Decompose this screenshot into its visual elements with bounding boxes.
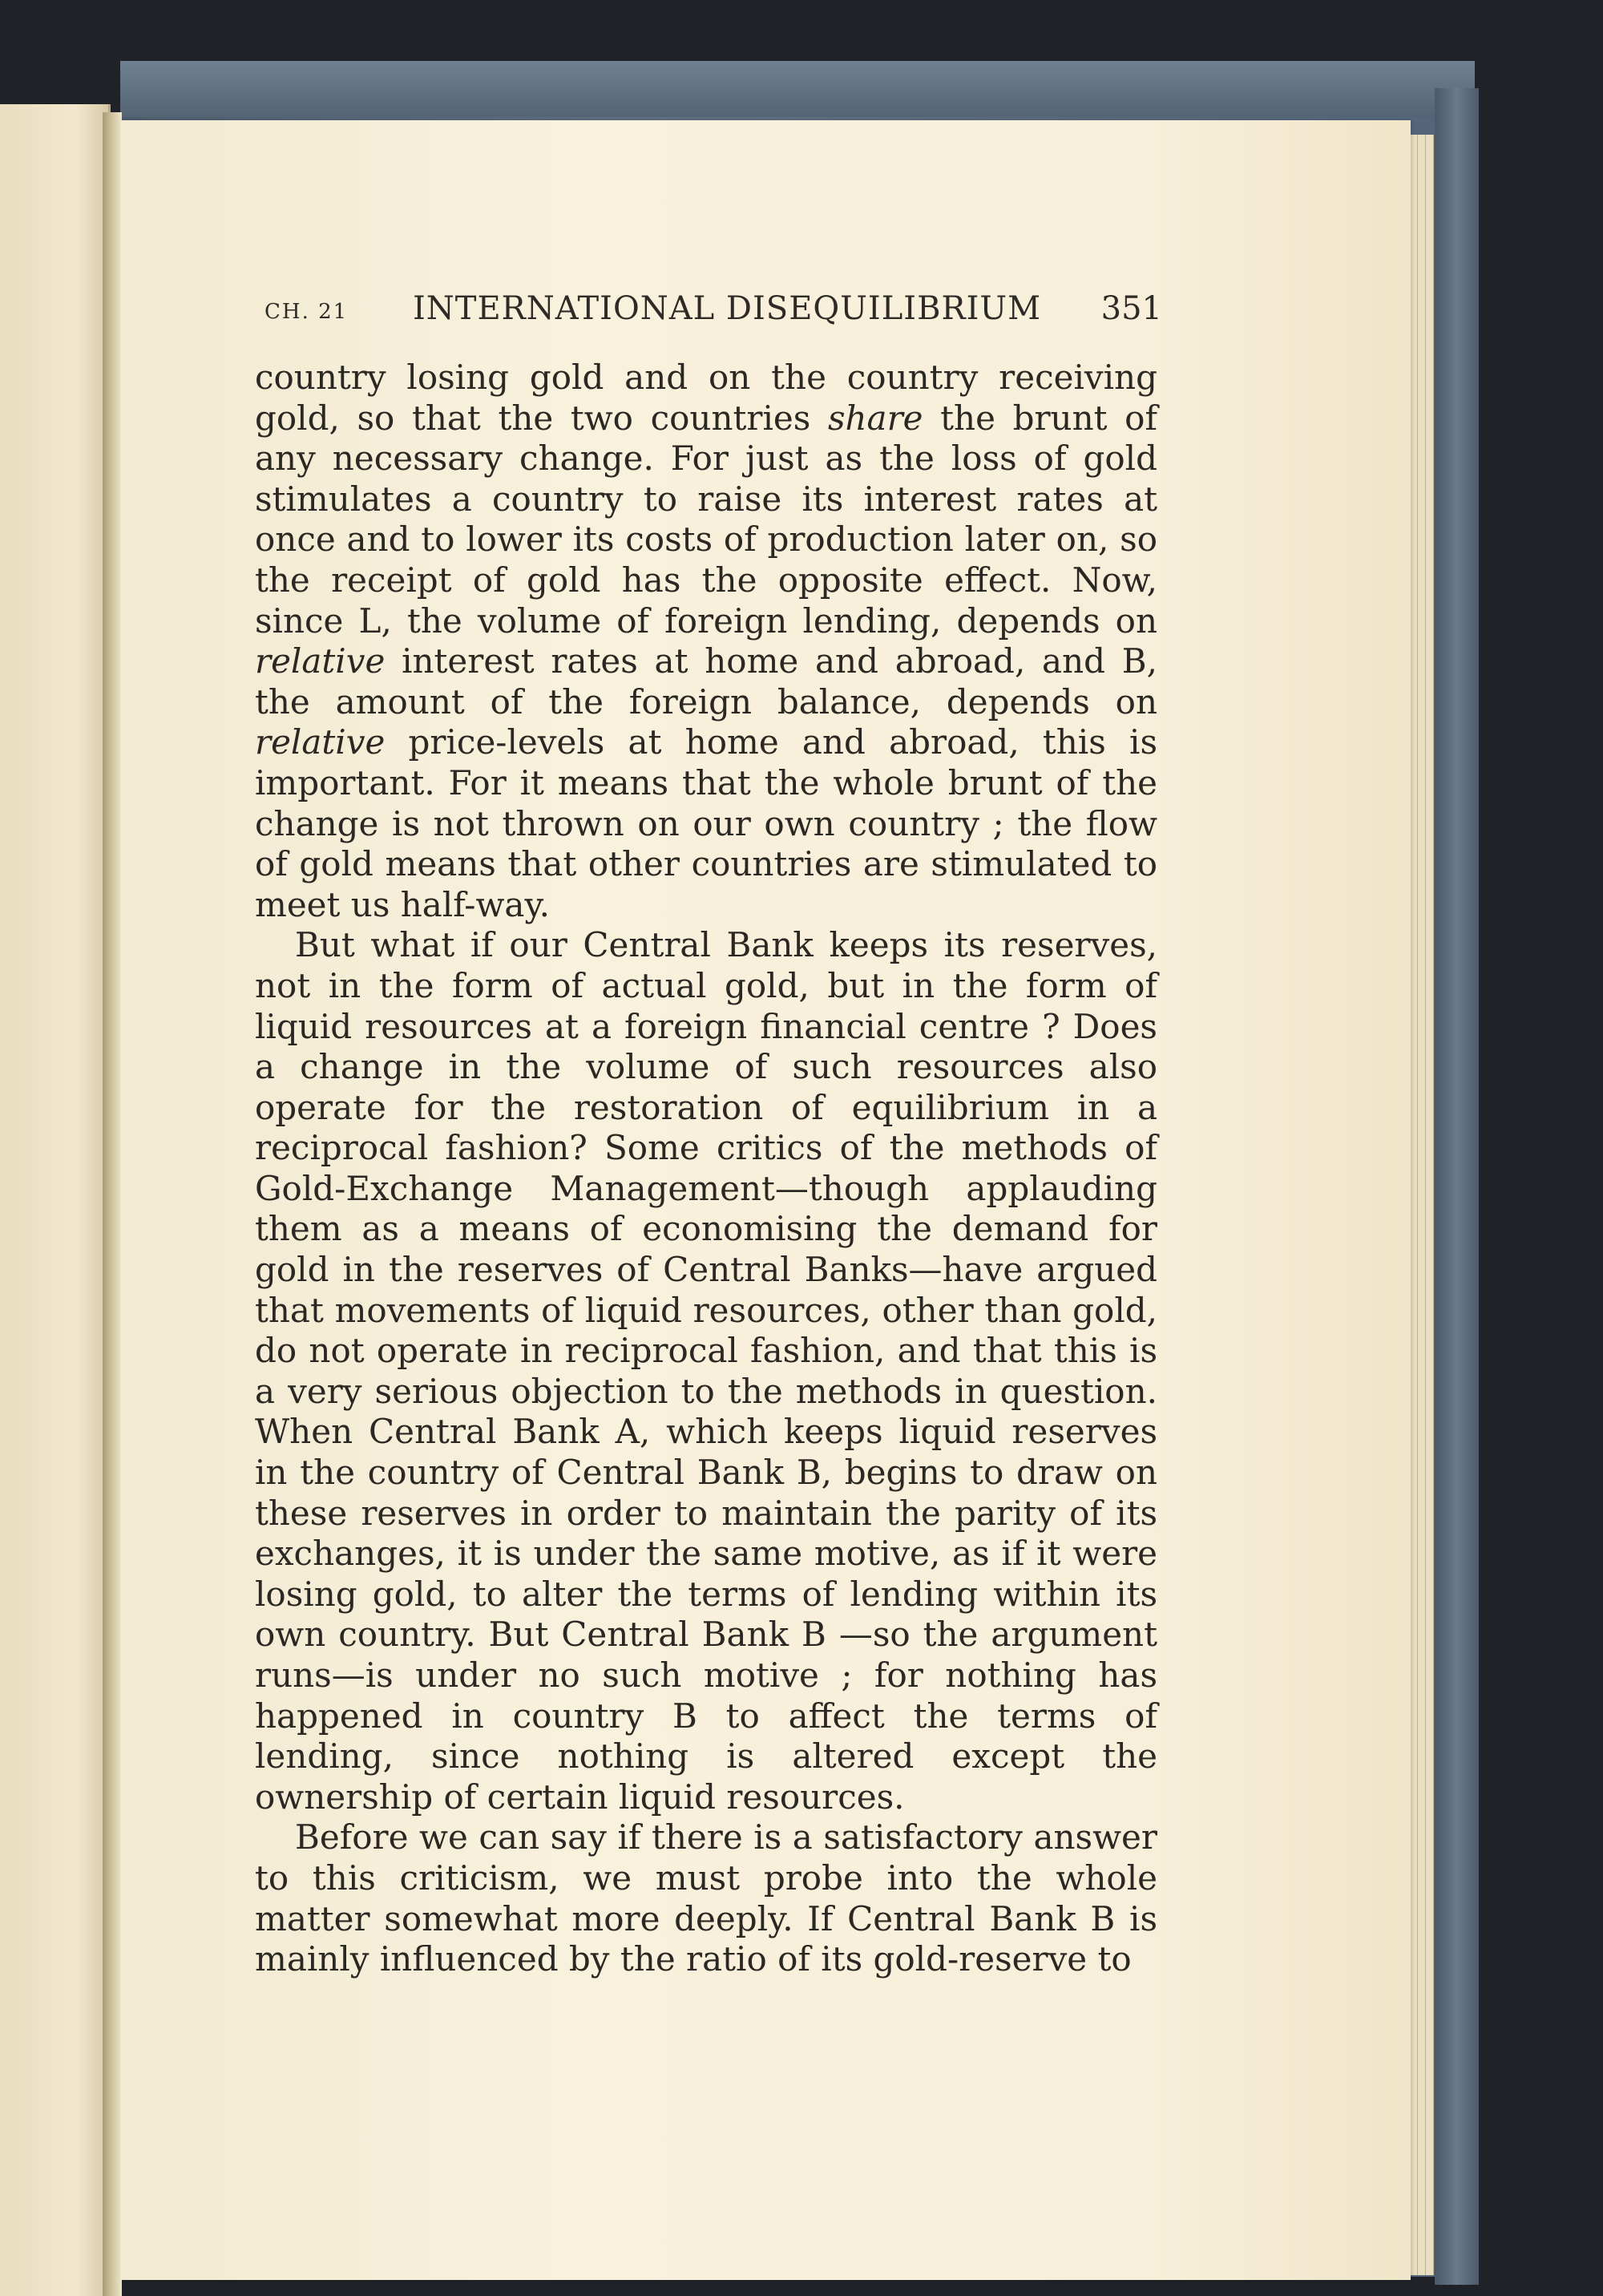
italic-emphasis: relative (255, 722, 386, 762)
book-cover-top-edge (120, 61, 1475, 117)
running-head (264, 290, 1162, 338)
body-text (255, 358, 1157, 1980)
page-number: 351 (1100, 290, 1162, 327)
italic-emphasis: share (827, 398, 923, 438)
italic-emphasis: relative (255, 641, 386, 681)
chapter-title: INTERNATIONAL DISEQUILIBRIUM (413, 290, 1042, 327)
page-edge (1425, 135, 1434, 2275)
text-run: But what if our Central Bank keeps its reserves, not in the form of actual gold, but in the form of liquid resources at a foreign financial centre ? Does a change in the volume of such resources also operate for the restoration of equilibrium in a reciprocal fashion? Some critics of the methods of Gold-Exchange Management—though applauding them as a means of economising the demand for gold in the reserves of Central Banks—have argued that movements of liquid resources, other than gold, do not operate in reciprocal fashion, and that this is a very serious objection to the methods in question. When Central Bank A, which keeps liquid reserves in the country of Central Bank B, begins to draw on these reserves in order to maintain the parity of its exchanges, it is under the same motive, as if it were losing gold, to alter the terms of lending within its own country. But Central Bank B —so the argument runs—is under no such motive ; for nothing has happened in country B to affect the terms of lending, since nothing is altered except the ownership of certain liquid resources. (255, 925, 1157, 1817)
text-run: the brunt of any necessary change. For just as the loss of gold stimulates a country to raise its interest rates at once and to lower its costs of production later on, so the receipt of gold has the opposite effect. Now, since L, the volume of foreign lending, depends on (255, 398, 1157, 641)
paragraph (255, 358, 1157, 925)
text-run: price-levels at home and abroad, this is important. For it means that the whole brunt of the change is not thrown on our own country ; the flow of gold means that other countries are stimulated to meet us half-way. (255, 722, 1157, 924)
text-run: Before we can say if there is a satisfactory answer to this criticism, we must probe into the whole matter somewhat more deeply. If Central Bank B is mainly influenced by the ratio of its gold-reserve to (255, 1817, 1157, 1979)
left-facing-page (0, 104, 111, 2296)
text-run: interest rates at home and abroad, and B, the amount of the foreign balance, depends on (255, 641, 1157, 722)
chapter-label: CH. 21 (264, 300, 349, 324)
book-gutter (103, 112, 122, 2296)
paragraph (255, 1817, 1157, 1979)
text-run: country losing gold and on the country receiving gold, so that the two countries (255, 358, 1157, 438)
page-edge (1417, 135, 1426, 2275)
paragraph (255, 925, 1157, 1817)
book-cover-right-edge (1435, 88, 1479, 2285)
